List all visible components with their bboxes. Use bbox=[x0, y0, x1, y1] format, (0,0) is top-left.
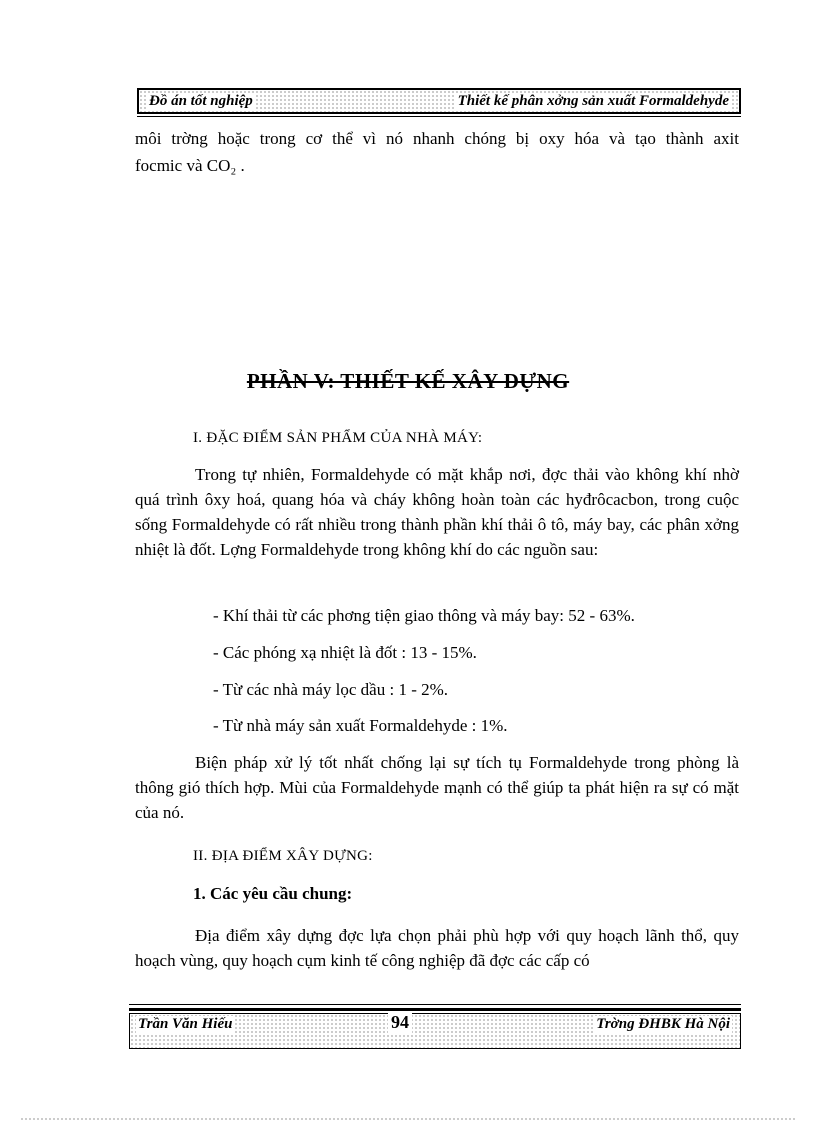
footer-author: Trần Văn Hiếu bbox=[138, 1016, 233, 1032]
section1-heading: I. ĐẶC ĐIỂM SẢN PHẨM CỦA NHÀ MÁY: bbox=[193, 430, 483, 446]
footer-rule-thin bbox=[129, 1004, 741, 1005]
section2-subheading: 1. Các yêu cầu chung: bbox=[193, 884, 353, 903]
footer-rule-thick bbox=[129, 1008, 741, 1011]
intro-line-2: focmic và CO₂ . bbox=[135, 156, 245, 175]
page-number: 94 bbox=[388, 1012, 412, 1033]
header-left: Đồ án tốt nghiệp bbox=[149, 93, 253, 109]
part-title: PHẦN V: THIẾT KẾ XÂY DỰNG bbox=[246, 369, 570, 393]
section1-paragraph-2: Biện pháp xử lý tốt nhất chống lại sự tích tụ Formaldehyde trong phòng là thông gió thích hợp. Mùi của Formaldehyde mạnh có thể giúp ta phát hiện ra sự có mặt của nó. bbox=[135, 753, 739, 822]
header-right: Thiết kế phân xởng sản xuất Formaldehyde bbox=[457, 93, 729, 109]
section2-heading: II. ĐỊA ĐIỂM XÂY DỰNG: bbox=[193, 848, 373, 864]
bullet-2: - Các phóng xạ nhiệt là đốt : 13 - 15%. bbox=[213, 643, 477, 662]
bottom-dotted-rule bbox=[20, 1117, 796, 1121]
page-header bbox=[137, 88, 741, 114]
intro-line-1: môi trờng hoặc trong cơ thể vì nó nhanh chóng bị oxy hóa và tạo thành axit bbox=[135, 129, 739, 148]
section1-paragraph-1: Trong tự nhiên, Formaldehyde có mặt khắp nơi, đợc thải vào không khí nhờ quá trình ôxy hoá, quang hóa và cháy không hoàn toàn các hyđrôcacbon, trong cuộc sống Formaldehyde có rất nhiều trong thành phần khí thải ô tô, máy bay, các phân xởng nhiệt là đốt. Lợng Formaldehyde trong không khí do các nguồn sau: bbox=[135, 465, 739, 559]
bullet-4: - Từ nhà máy sản xuất Formaldehyde : 1%. bbox=[213, 716, 508, 735]
header-rule bbox=[137, 116, 741, 117]
page-title bbox=[0, 369, 816, 394]
page-footer bbox=[129, 1013, 741, 1049]
bullet-3: - Từ các nhà máy lọc dầu : 1 - 2%. bbox=[213, 680, 449, 699]
footer-school: Trờng ĐHBK Hà Nội bbox=[596, 1016, 730, 1032]
section2-paragraph-1: Địa điểm xây dựng đợc lựa chọn phải phù hợp với quy hoạch lãnh thổ, quy hoạch vùng, quy hoạch cụm kinh tế công nghiệp đã đợc các cấp có bbox=[135, 926, 739, 970]
bullet-1: - Khí thải từ các phơng tiện giao thông và máy bay: 52 - 63%. bbox=[213, 606, 635, 625]
